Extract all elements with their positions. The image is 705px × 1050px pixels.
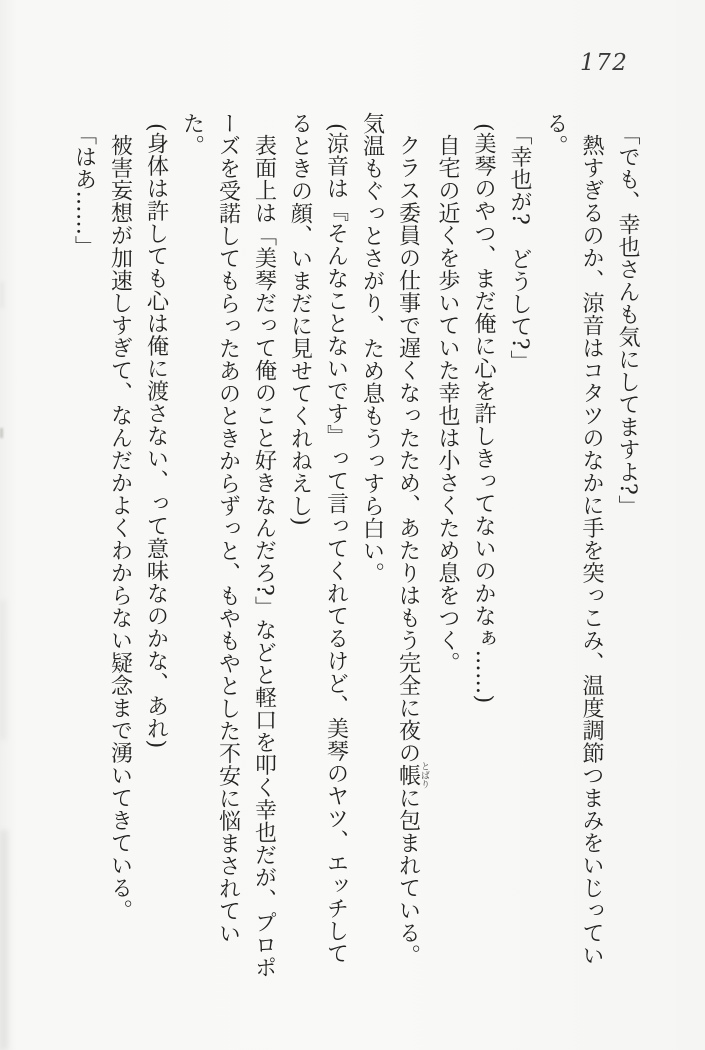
paragraph-plain: 表面上は「美琴だって俺のこと好きなんだろ?」などと軽口を叩く幸也だが、プロポーズを受諾してもらったあのときからずっと、もやもやとした不安に悩まされていた。 bbox=[179, 112, 277, 979]
paragraph-dialogue: 「でも、幸也さんも気にしてますよ?」 bbox=[615, 123, 640, 518]
paragraph-plain: 自宅の近くを歩いていた幸也は小さくため息をつく。 bbox=[435, 134, 460, 674]
paragraph-thought: (涼音は『そんなことないです』って言ってくれてるけど、美琴のヤツ、エッチしてるときの顔、いまだに見せてくれねえし) bbox=[287, 112, 349, 965]
paragraph-thought: (美琴のやつ、まだ俺に心を許しきってないのかなぁ……) bbox=[471, 123, 496, 704]
paragraph-thought: (身体は許しても心は俺に渡さない、って意味なのかな、あれ) bbox=[143, 123, 169, 749]
paragraph-plain: クラス委員の仕事で遅くなったため、あたりはもう完全に夜の帳とばりに包まれている。気温もぐっとさがり、ため息もうっすら白い。 bbox=[359, 112, 429, 967]
paragraph-dialogue: 「はあ……」 bbox=[71, 123, 97, 258]
page-number: 172 bbox=[580, 50, 629, 76]
furigana: 帳とばり bbox=[395, 761, 429, 789]
paragraph-plain: 熱すぎるのか、涼音はコタツのなかに手を突っこみ、温度調節つまみをいじっている。 bbox=[543, 112, 604, 967]
scan-smudge bbox=[0, 282, 4, 308]
scan-smudge bbox=[0, 600, 6, 740]
scan-speck bbox=[0, 428, 3, 438]
text-block bbox=[53, 112, 645, 982]
paragraph-plain: 被害妄想が加速しすぎて、なんだかよくわからない疑念まで湧いてきている。 bbox=[107, 134, 133, 922]
scan-smudge bbox=[0, 830, 8, 1050]
paragraph-dialogue: 「幸也が? どうして?」 bbox=[507, 123, 532, 373]
